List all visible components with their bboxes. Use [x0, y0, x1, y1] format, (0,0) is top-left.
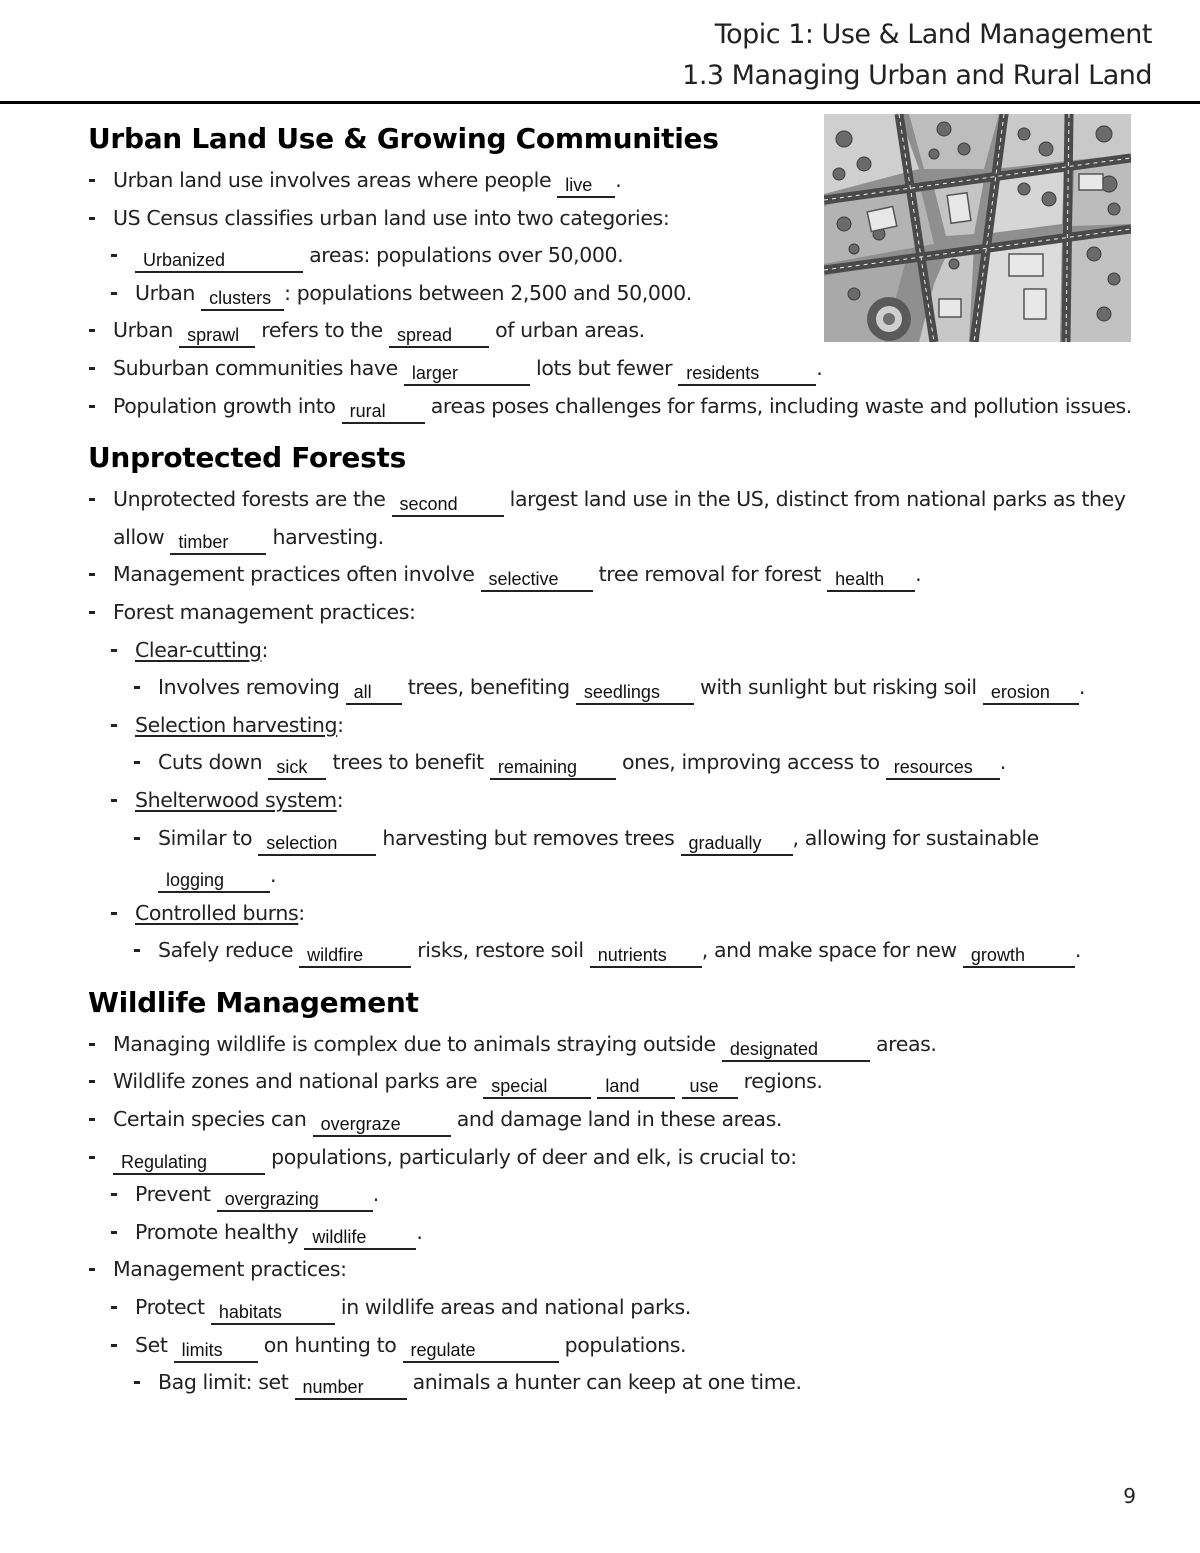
answer-blank: overgrazing	[217, 1188, 373, 1212]
list-item	[88, 350, 1150, 388]
note-text: .	[999, 750, 1006, 775]
wildlife-notes-list	[88, 1026, 1150, 1402]
note-text: Certain species can	[113, 1107, 313, 1132]
note-text: risks, restore soil	[411, 938, 590, 963]
list-item	[88, 1139, 1150, 1177]
answer-blank: residents	[678, 362, 816, 386]
list-item	[88, 1327, 1150, 1365]
note-text: lots but fewer	[529, 355, 679, 380]
worksheet-content	[88, 116, 1150, 1402]
note-text: largest land use in the US, distinct from national parks as they allow	[113, 487, 1126, 549]
practice-label-clear-cutting: Clear-cutting	[135, 637, 262, 662]
page-number: 9	[1123, 1484, 1136, 1508]
answer-blank: special	[483, 1075, 591, 1099]
note-text: Management practices:	[113, 1257, 347, 1282]
topic-title: Topic 1: Use & Land Management	[714, 19, 1152, 50]
note-text: :	[261, 637, 269, 662]
note-text: areas poses challenges for farms, including waste and pollution issues.	[424, 393, 1132, 418]
note-text: Suburban communities have	[113, 355, 404, 380]
list-item	[88, 632, 1150, 670]
note-text: of urban areas.	[488, 318, 645, 343]
list-item	[88, 1251, 1150, 1289]
answer-blank: timber	[170, 531, 266, 555]
list-item	[88, 932, 1150, 970]
list-item	[88, 594, 1150, 632]
note-text: areas: populations over 50,000.	[303, 243, 624, 268]
note-text: .	[416, 1219, 423, 1244]
note-text: .	[816, 355, 823, 380]
list-item	[88, 481, 1150, 556]
list-item	[88, 388, 1150, 426]
answer-blank: gradually	[681, 832, 793, 856]
note-text: , and make space for new	[701, 938, 963, 963]
note-text: areas.	[869, 1031, 937, 1056]
answer-blank: regulate	[403, 1339, 559, 1363]
list-item	[88, 1364, 1150, 1402]
note-text: harvesting but removes trees	[376, 825, 681, 850]
answer-blank: all	[346, 681, 402, 705]
answer-blank: sick	[268, 756, 326, 780]
note-text: .	[1078, 675, 1085, 700]
list-item	[88, 1176, 1150, 1214]
note-text: Management practices often involve	[113, 562, 481, 587]
note-text: animals a hunter can keep at one time.	[406, 1370, 802, 1395]
answer-blank: wildfire	[299, 944, 411, 968]
note-text: with sunlight but risking soil	[693, 675, 983, 700]
note-text: Urban land use involves areas where people	[113, 168, 558, 192]
answer-blank: designated	[722, 1038, 870, 1062]
answer-blank: erosion	[983, 681, 1079, 705]
answer-blank: health	[827, 568, 915, 592]
note-text: Forest management practices:	[113, 599, 416, 624]
answer-blank: selection	[258, 832, 376, 856]
note-text: regions.	[737, 1069, 823, 1094]
note-text: trees to benefit	[326, 750, 490, 775]
header-divider	[0, 101, 1200, 104]
section-title-forests: Unprotected Forests	[88, 441, 406, 475]
answer-blank: overgraze	[313, 1113, 451, 1137]
note-text: Managing wildlife is complex due to animals straying outside	[113, 1031, 722, 1056]
urban-notes-list	[88, 162, 1150, 425]
page-header	[682, 14, 1152, 96]
answer-blank: live	[557, 174, 615, 198]
note-text: :	[337, 712, 344, 737]
note-text: populations.	[558, 1332, 687, 1357]
note-text: Involves removing	[158, 675, 346, 700]
answer-blank: habitats	[211, 1301, 335, 1325]
note-text: Urban	[113, 318, 180, 343]
note-text: :	[336, 787, 344, 812]
note-text: .	[1074, 938, 1082, 963]
list-item	[88, 556, 1150, 594]
list-item	[88, 782, 1150, 820]
note-text: Unprotected forests are the	[113, 487, 392, 512]
answer-blank: resources	[886, 756, 1000, 780]
answer-blank: growth	[963, 944, 1075, 968]
forest-notes-list	[88, 481, 1150, 970]
note-text: Safely reduce	[158, 938, 300, 963]
list-item	[88, 312, 1150, 350]
answer-blank: use	[682, 1075, 738, 1099]
answer-blank: rural	[342, 400, 425, 424]
section-title-wildlife: Wildlife Management	[88, 985, 419, 1019]
lesson-title: 1.3 Managing Urban and Rural Land	[682, 60, 1152, 91]
list-item	[88, 1289, 1150, 1327]
list-item	[88, 1063, 1150, 1101]
note-text: Population growth into	[113, 393, 342, 418]
answer-blank: nutrients	[590, 944, 702, 968]
answer-blank: second	[392, 493, 504, 517]
answer-blank: Urbanized	[135, 249, 303, 273]
list-item	[88, 744, 1150, 782]
note-text: Prevent	[135, 1182, 217, 1207]
note-text: Protect	[135, 1295, 211, 1320]
note-text: Bag limit: set	[158, 1370, 295, 1395]
list-item	[88, 669, 1150, 707]
note-text: ones, improving access to	[615, 750, 886, 775]
note-text: Set	[135, 1332, 174, 1357]
note-text: Wildlife zones and national parks are	[113, 1069, 484, 1094]
list-item	[88, 1026, 1150, 1064]
note-text: in wildlife areas and national parks.	[334, 1295, 691, 1320]
answer-blank: limits	[174, 1339, 258, 1363]
note-text: , allowing for sustainable	[792, 825, 1039, 850]
note-text: populations, particularly of deer and elk, is crucial to:	[265, 1144, 797, 1169]
list-item	[88, 707, 1150, 745]
note-text: : populations between 2,500 and 50,000.	[284, 280, 692, 305]
note-text: Similar to	[158, 825, 259, 850]
answer-blank: seedlings	[576, 681, 694, 705]
list-item	[88, 200, 1150, 238]
list-item	[88, 1101, 1150, 1139]
list-item	[88, 237, 1150, 275]
practice-label-shelterwood-system: Shelterwood system	[135, 787, 337, 812]
answer-blank: clusters	[201, 287, 284, 311]
note-text: US Census classifies urban land use into two categories:	[113, 205, 670, 230]
note-text: and damage land in these areas.	[450, 1107, 782, 1132]
answer-blank: spread	[389, 324, 489, 348]
answer-blank: Regulating	[113, 1151, 265, 1175]
note-text: Promote healthy	[135, 1219, 305, 1244]
practice-label-selection-harvesting: Selection harvesting	[135, 712, 338, 737]
practice-label-controlled-burns: Controlled burns	[135, 900, 299, 925]
note-text: .	[915, 562, 922, 587]
answer-blank: remaining	[490, 756, 616, 780]
note-text: trees, benefiting	[401, 675, 576, 700]
note-text: Cuts down	[158, 750, 269, 775]
note-text: harvesting.	[266, 524, 384, 549]
list-item	[88, 1214, 1150, 1252]
note-text: .	[615, 168, 622, 192]
note-text: on hunting to	[257, 1332, 403, 1357]
answer-blank: sprawl	[179, 324, 255, 348]
answer-blank: larger	[404, 362, 530, 386]
list-item	[88, 895, 1150, 933]
answer-blank: land	[597, 1075, 675, 1099]
list-item	[88, 162, 1150, 200]
list-item	[88, 275, 1150, 313]
note-text: refers to the	[255, 318, 389, 343]
note-text: .	[270, 863, 277, 888]
note-text: Urban	[135, 280, 202, 305]
answer-blank: logging	[158, 869, 270, 893]
note-text: tree removal for forest	[592, 562, 828, 587]
answer-blank: number	[295, 1376, 407, 1400]
answer-blank: wildlife	[304, 1226, 416, 1250]
list-item	[88, 820, 1150, 895]
answer-blank: selective	[481, 568, 593, 592]
note-text: :	[298, 900, 305, 925]
note-text: .	[372, 1182, 379, 1207]
section-title-urban: Urban Land Use & Growing Communities	[88, 122, 719, 155]
